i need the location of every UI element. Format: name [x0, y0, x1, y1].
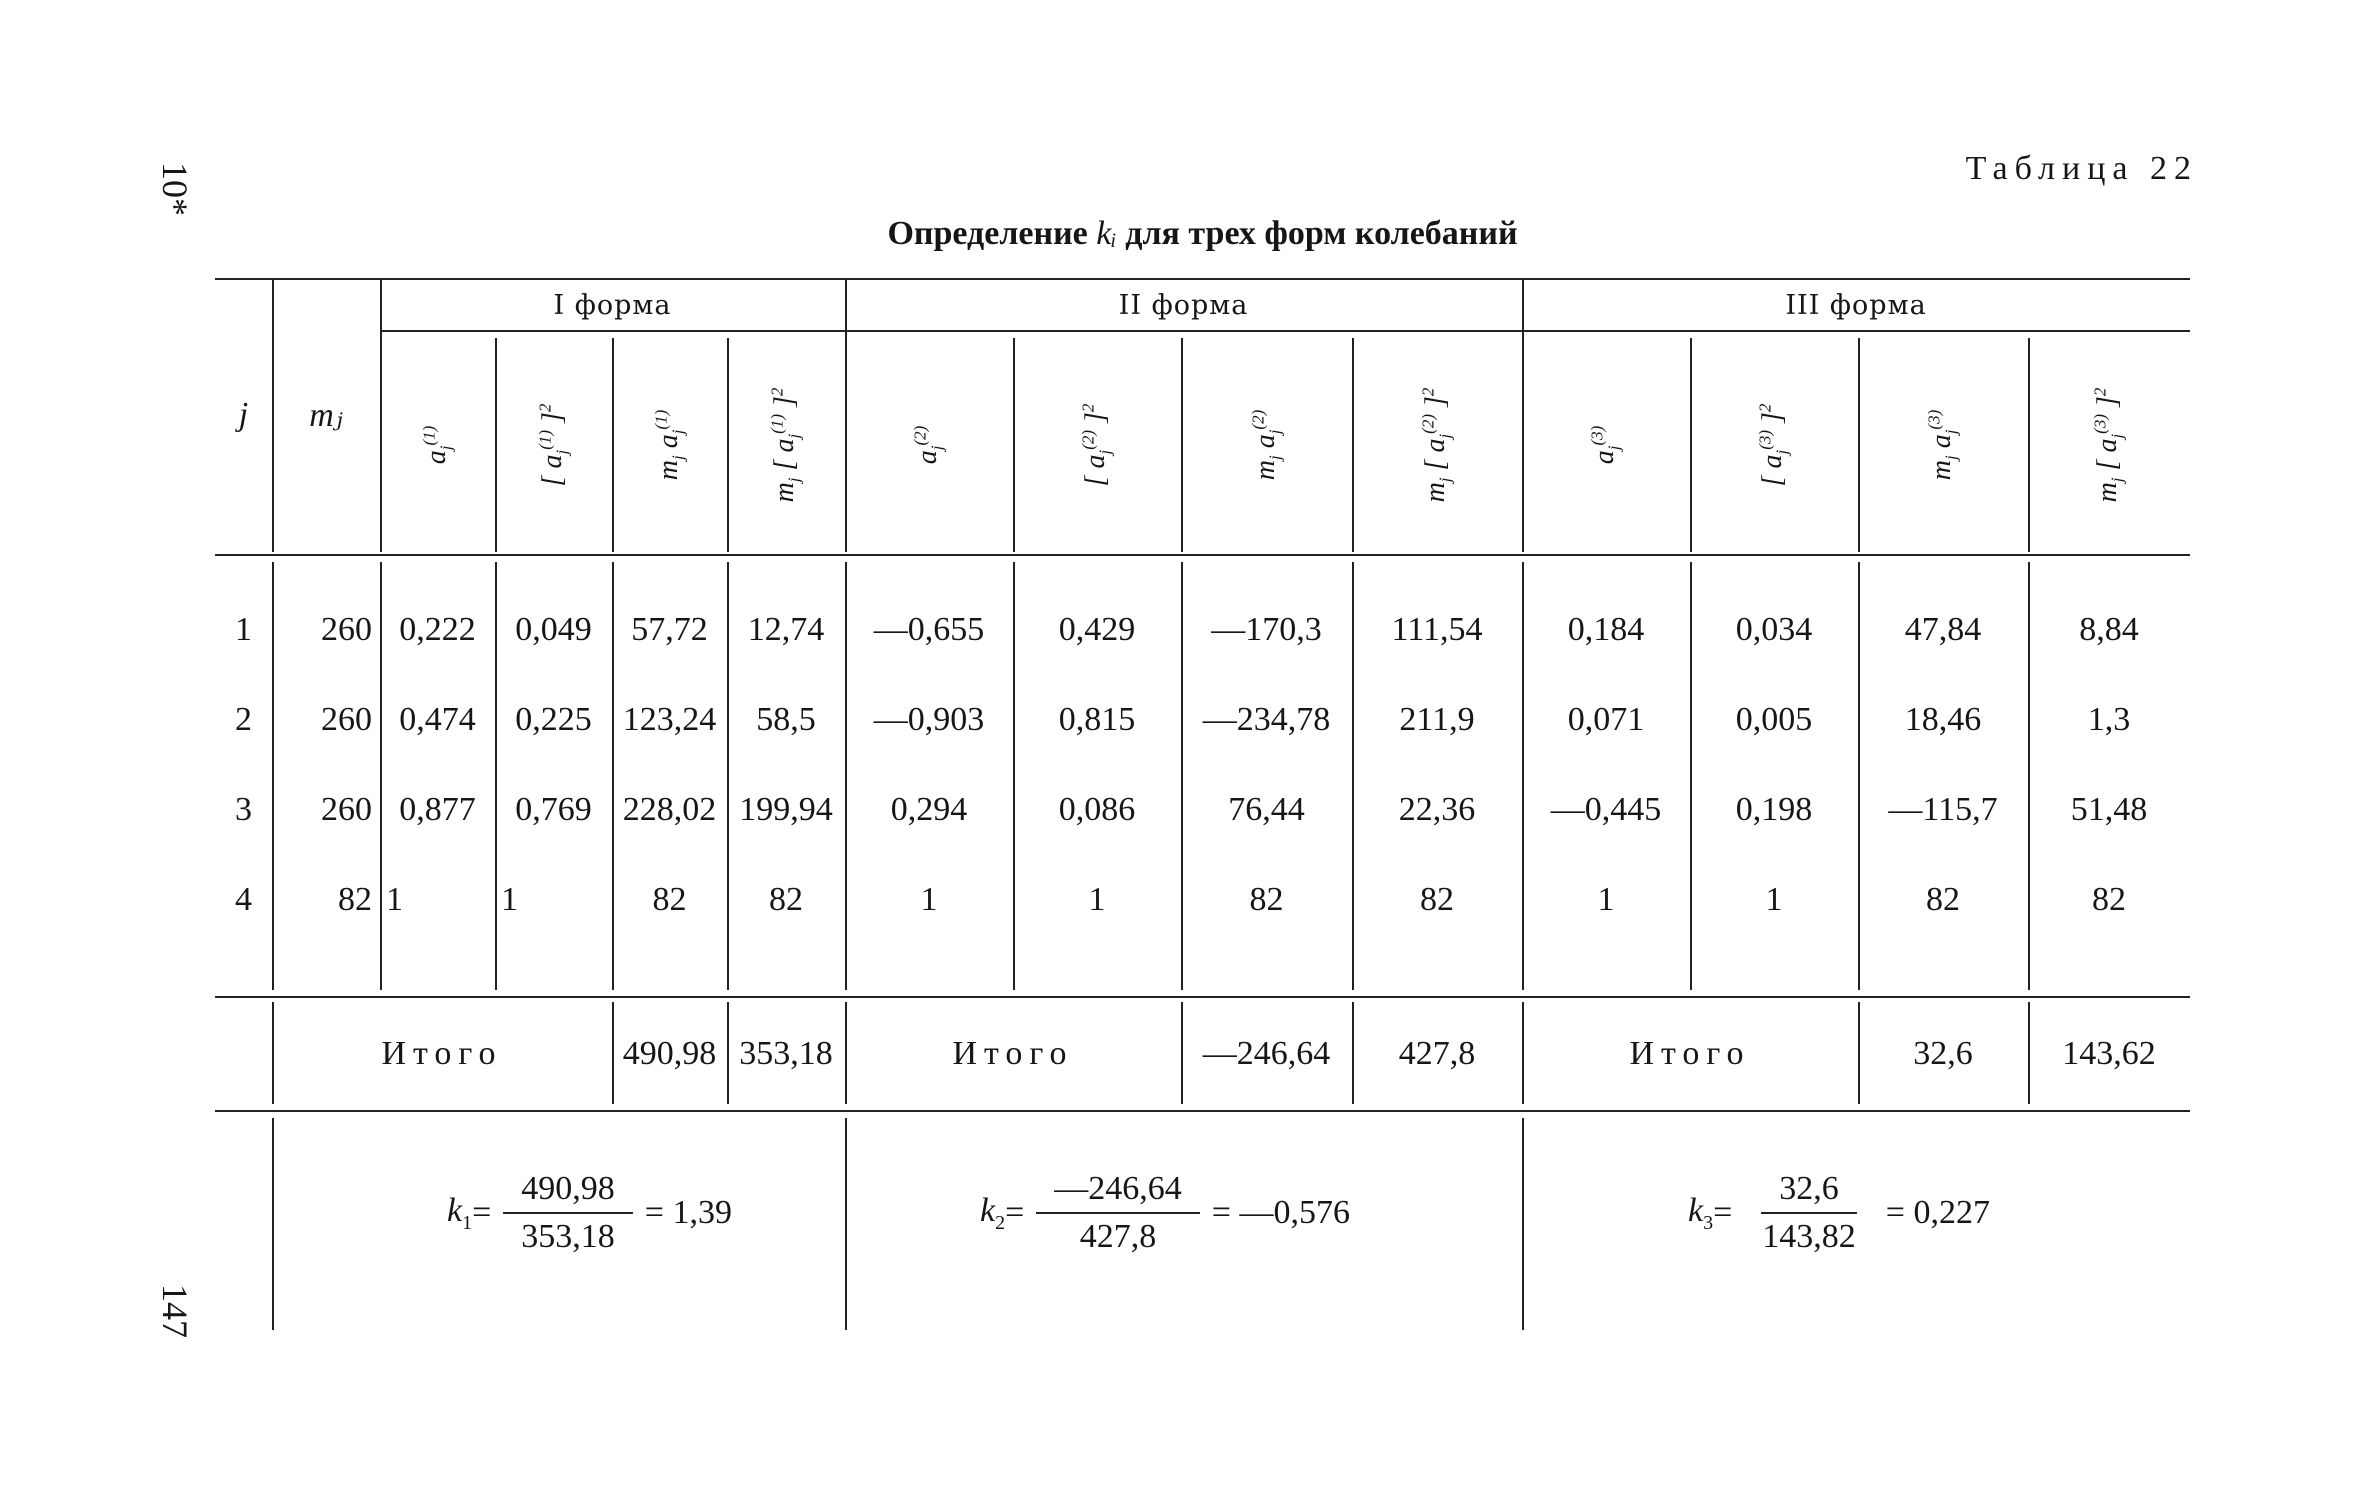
row-4-f1-a2: 1 — [501, 881, 518, 918]
row-1-f3-a2: 0,034 — [1735, 611, 1813, 648]
column-header-f3-a2: [ $a_j^{(3)}$ ]$^2$ — [1755, 403, 1792, 487]
row-3-f1-ma2: 199,94 — [739, 791, 833, 828]
column-header-f1-a: $a_j^{(1)}$ — [419, 425, 455, 465]
header-j: j — [238, 396, 249, 433]
totals-label-form-3: Итого — [1629, 1035, 1751, 1072]
row-3-f2-ma: 76,44 — [1228, 791, 1305, 828]
row-1-j: 1 — [235, 611, 252, 648]
table-title-prefix: Определение — [887, 215, 1097, 252]
vrule-header-c5 — [1013, 338, 1015, 552]
formula-k3-result: = 0,227 — [1885, 1194, 1990, 1231]
row-4-f2-ma2: 82 — [1420, 881, 1454, 918]
row-1-f2-ma2: 111,54 — [1391, 611, 1483, 648]
total-f1-sum-ma2: 353,18 — [739, 1035, 833, 1072]
vrule-header-c6 — [1181, 338, 1183, 552]
group-label-form-3: III форма — [1785, 289, 1927, 321]
formula-k3-equals: = — [1713, 1194, 1733, 1231]
formula-k2 — [980, 1170, 1350, 1256]
row-3-f2-a2: 0,086 — [1058, 791, 1136, 828]
totals-label-form-1: Итого — [381, 1035, 503, 1072]
formula-k3 — [1688, 1170, 1990, 1256]
formula-k3-denominator: 143,82 — [1762, 1218, 1856, 1255]
vrule-formula-j — [272, 1118, 274, 1330]
column-header-f3-a: $a_j^{(3)}$ — [1587, 425, 1624, 465]
formula-k1-fraction — [503, 1170, 633, 1256]
row-3-f3-a2: 0,198 — [1735, 791, 1813, 828]
row-2-f3-a2: 0,005 — [1735, 701, 1813, 738]
row-4-f2-ma: 82 — [1249, 881, 1284, 918]
vrule-header-c2 — [612, 338, 614, 552]
column-header-f1-a2: [ $a_j^{(1)}$ ]$^2$ — [535, 403, 571, 487]
vrule-formula-f2 — [1522, 1118, 1524, 1330]
row-2-f1-ma: 123,24 — [622, 701, 717, 738]
column-header-f1-ma: $m_j$ $a_j^{(1)}$ — [651, 409, 687, 481]
table-number-label: Таблица 22 — [1965, 150, 2198, 187]
total-f3-sum-ma2: 143,62 — [2062, 1035, 2156, 1072]
formula-k3-symbol: k — [1688, 1191, 1704, 1229]
row-1-f3-a: 0,184 — [1567, 611, 1645, 648]
total-f3-sum-ma: 32,6 — [1913, 1035, 1973, 1072]
page-number: 147 — [155, 1284, 195, 1338]
body-bottom-rule — [215, 996, 2190, 998]
row-3-f1-ma: 228,02 — [622, 791, 717, 828]
vrule-formula-f1 — [845, 1118, 847, 1330]
row-4-f3-a2: 1 — [1765, 881, 1783, 918]
column-header-f3-ma: $m_j$ $a_j^{(3)}$ — [1924, 409, 1961, 481]
column-header-f1-ma2: $m_j$ [ $a_j^{(1)}$ ]$^2$ — [767, 387, 804, 503]
row-2-f2-a2: 0,815 — [1058, 701, 1136, 738]
vrule-header-c9 — [1690, 338, 1692, 552]
group-rule-2 — [845, 330, 1522, 332]
row-3-f3-ma2: 51,48 — [2070, 791, 2148, 828]
row-2-f3-ma2: 1,3 — [2087, 701, 2131, 738]
row-4-f3-ma: 82 — [1926, 881, 1960, 918]
row-4-f3-ma2: 82 — [2092, 881, 2126, 918]
formula-k3-numerator: 32,6 — [1761, 1170, 1857, 1214]
column-header-f2-a2: [ $a_j^{(2)}$ ]$^2$ — [1078, 403, 1115, 487]
group-rule-1 — [380, 330, 845, 332]
column-header-f2-ma2: $m_j$ [ $a_j^{(2)}$ ]$^2$ — [1418, 387, 1455, 503]
row-1-f3-ma: 47,84 — [1904, 611, 1982, 648]
formula-k2-denominator: 427,8 — [1079, 1218, 1157, 1255]
table-top-rule — [215, 278, 2190, 280]
table-title — [215, 215, 2190, 253]
total-f2-sum-ma: —246,64 — [1202, 1035, 1331, 1072]
formula-k1-numerator: 490,98 — [503, 1170, 633, 1214]
formula-k2-result: = —0,576 — [1211, 1194, 1350, 1231]
row-2-f2-ma: —234,78 — [1202, 701, 1331, 738]
row-1-f2-a2: 0,429 — [1058, 611, 1136, 648]
row-4-j: 4 — [235, 881, 252, 918]
formula-k2-index: 2 — [995, 1211, 1006, 1234]
formula-k3-fraction — [1744, 1170, 1874, 1256]
row-1-f1-ma2: 12,74 — [747, 611, 825, 648]
row-3-f1-a: 0,877 — [399, 791, 476, 828]
row-4-f1-ma: 82 — [652, 881, 687, 918]
row-4-f2-a: 1 — [920, 881, 938, 918]
row-3-f1-a2: 0,769 — [515, 791, 592, 828]
row-2-f1-a2: 0,225 — [515, 701, 592, 738]
row-4-m: 82 — [338, 881, 372, 918]
total-f1-sum-ma: 490,98 — [622, 1035, 717, 1072]
table-title-suffix: для трех форм колебаний — [1116, 215, 1518, 252]
totals-bottom-rule — [215, 1110, 2190, 1112]
row-3-j: 3 — [235, 791, 252, 828]
row-3-f2-ma2: 22,36 — [1398, 791, 1476, 828]
row-2-j: 2 — [235, 701, 252, 738]
group-label-form-2: II форма — [1118, 289, 1249, 321]
row-2-f1-ma2: 58,5 — [756, 701, 816, 738]
formula-k1-index: 1 — [462, 1211, 473, 1234]
formula-k1-result: = 1,39 — [644, 1194, 732, 1231]
group-rule-3 — [1522, 330, 2190, 332]
row-1-f1-a2: 0,049 — [515, 611, 592, 648]
row-4-f1-a: 1 — [386, 881, 403, 918]
formula-k1 — [447, 1170, 732, 1256]
row-2-f3-ma: 18,46 — [1904, 701, 1982, 738]
formula-k2-fraction — [1036, 1170, 1200, 1256]
header-m: mⱼ — [309, 397, 343, 434]
row-2-f2-a: —0,903 — [873, 701, 985, 738]
row-3-f3-a: —0,445 — [1550, 791, 1662, 828]
row-1-m: 260 — [321, 611, 372, 648]
formula-k3-index: 3 — [1703, 1211, 1714, 1234]
vrule-header-c10 — [1858, 338, 1860, 552]
formula-k2-var — [980, 1192, 1005, 1235]
row-1-f1-a: 0,222 — [399, 611, 476, 648]
group-label-form-1: I форма — [553, 289, 672, 321]
vrule-header-c1 — [495, 338, 497, 552]
vrule-header-c3 — [727, 338, 729, 552]
formula-k2-numerator: —246,64 — [1036, 1170, 1200, 1214]
row-2-f3-a: 0,071 — [1567, 701, 1645, 738]
vrule-header-c11 — [2028, 338, 2030, 552]
column-header-f2-a: $a_j^{(2)}$ — [910, 425, 947, 465]
column-header-f2-ma: $m_j$ $a_j^{(2)}$ — [1248, 409, 1284, 481]
formula-k1-equals: = — [472, 1194, 492, 1231]
header-bottom-rule — [215, 554, 2190, 556]
formula-k2-equals: = — [1005, 1194, 1025, 1231]
formula-k3-var — [1688, 1192, 1713, 1235]
row-3-f2-a: 0,294 — [890, 791, 968, 828]
table-title-variable: kᵢ — [1096, 215, 1117, 252]
formula-k2-symbol: k — [980, 1191, 996, 1229]
row-3-f3-ma: —115,7 — [1888, 791, 1998, 828]
formula-k1-var — [447, 1192, 472, 1235]
totals-label-form-2: Итого — [952, 1035, 1074, 1072]
formula-k1-denominator: 353,18 — [521, 1218, 615, 1255]
row-4-f3-a: 1 — [1597, 881, 1615, 918]
row-4-f2-a2: 1 — [1088, 881, 1106, 918]
row-4-f1-ma2: 82 — [769, 881, 803, 918]
row-1-f2-a: —0,655 — [873, 611, 985, 648]
row-2-f2-ma2: 211,9 — [1399, 701, 1475, 738]
row-3-m: 260 — [321, 791, 372, 828]
page-side-number-top: 10* — [155, 162, 195, 216]
vrule-header-c7 — [1352, 338, 1354, 552]
row-1-f3-ma2: 8,84 — [2079, 611, 2139, 648]
row-1-f1-ma: 57,72 — [631, 611, 708, 648]
column-header-f3-ma2: $m_j$ [ $a_j^{(3)}$ ]$^2$ — [2090, 387, 2127, 503]
total-f2-sum-ma2: 427,8 — [1398, 1035, 1476, 1072]
formula-k1-symbol: k — [447, 1191, 463, 1229]
row-2-f1-a: 0,474 — [399, 701, 476, 738]
row-2-m: 260 — [321, 701, 372, 738]
row-1-f2-ma: —170,3 — [1211, 611, 1322, 648]
